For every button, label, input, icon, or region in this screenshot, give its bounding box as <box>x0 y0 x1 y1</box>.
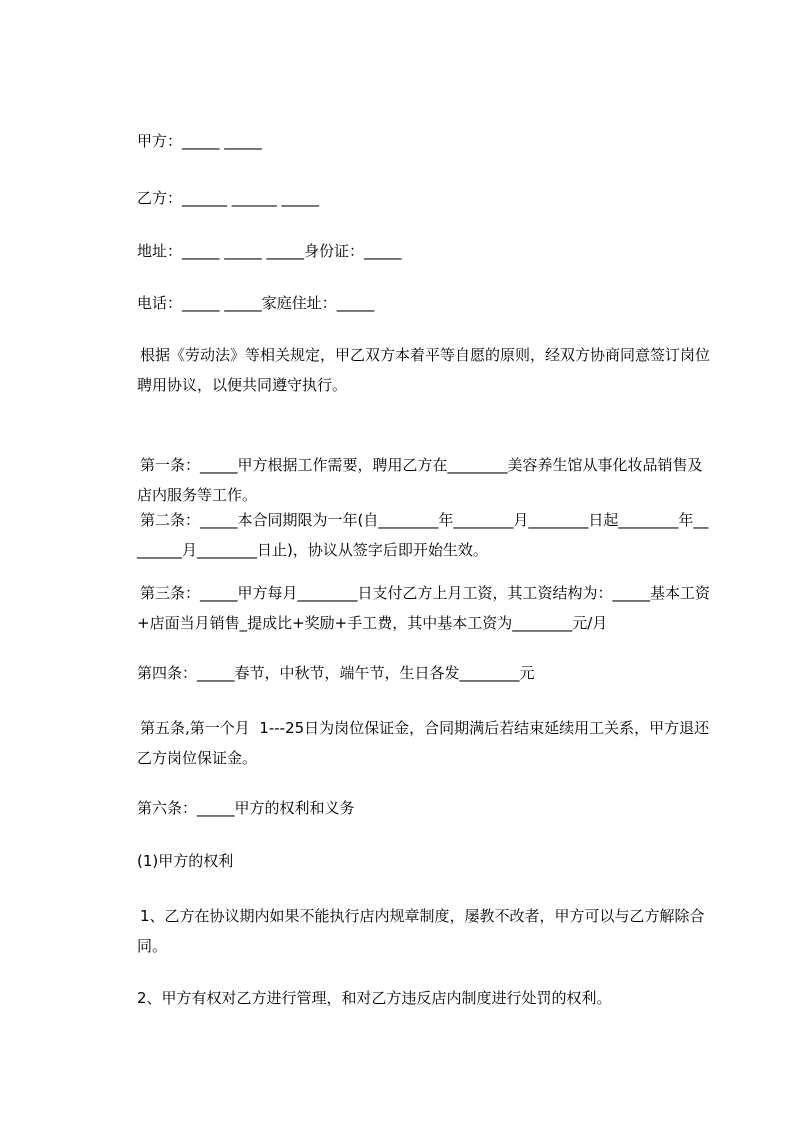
article-2: 第二条：_____本合同期限为一年(自________年________月________日起________年________月________日止)，协议从签字后即开始生效。 <box>137 511 709 559</box>
preamble-paragraph: 根据《劳动法》等相关规定，甲乙双方本着平等自愿的原则，经双方协商同意签订岗位聘用协议，以便共同遵守执行。 <box>137 346 711 394</box>
article-4: 第四条：_____春节，中秋节，端午节，生日各发________元 <box>137 664 535 682</box>
right-item-2: 2、甲方有权对乙方进行管理，和对乙方违反店内制度进行处罚的权利。 <box>137 989 612 1007</box>
party-b-line: 乙方：______ ______ _____ <box>137 189 320 207</box>
rights-heading: (1)甲方的权利 <box>137 852 234 870</box>
article-6: 第六条：_____甲方的权利和义务 <box>137 799 355 817</box>
party-a-line: 甲方：_____ _____ <box>137 132 262 150</box>
article-1: 第一条：_____甲方根据工作需要，聘用乙方在________美容养生馆从事化妆品销售及店内服务等工作。 <box>137 456 703 504</box>
address-line: 地址：_____ _____ _____身份证：_____ <box>137 242 402 260</box>
article-5: 第五条,第一个月 1---25日为岗位保证金，合同期满后若结束延续用工关系，甲方退还乙方岗位保证金。 <box>137 719 710 767</box>
right-item-1: 1、乙方在协议期内如果不能执行店内规章制度，屡教不改者，甲方可以与乙方解除合同。 <box>137 907 705 955</box>
phone-line: 电话：_____ _____家庭住址：_____ <box>137 294 375 312</box>
article-3: 第三条：_____甲方每月________日支付乙方上月工资，其工资结构为：_____基本工资+店面当月销售_提成比+奖励+手工费，其中基本工资为________元/月 <box>137 584 711 632</box>
